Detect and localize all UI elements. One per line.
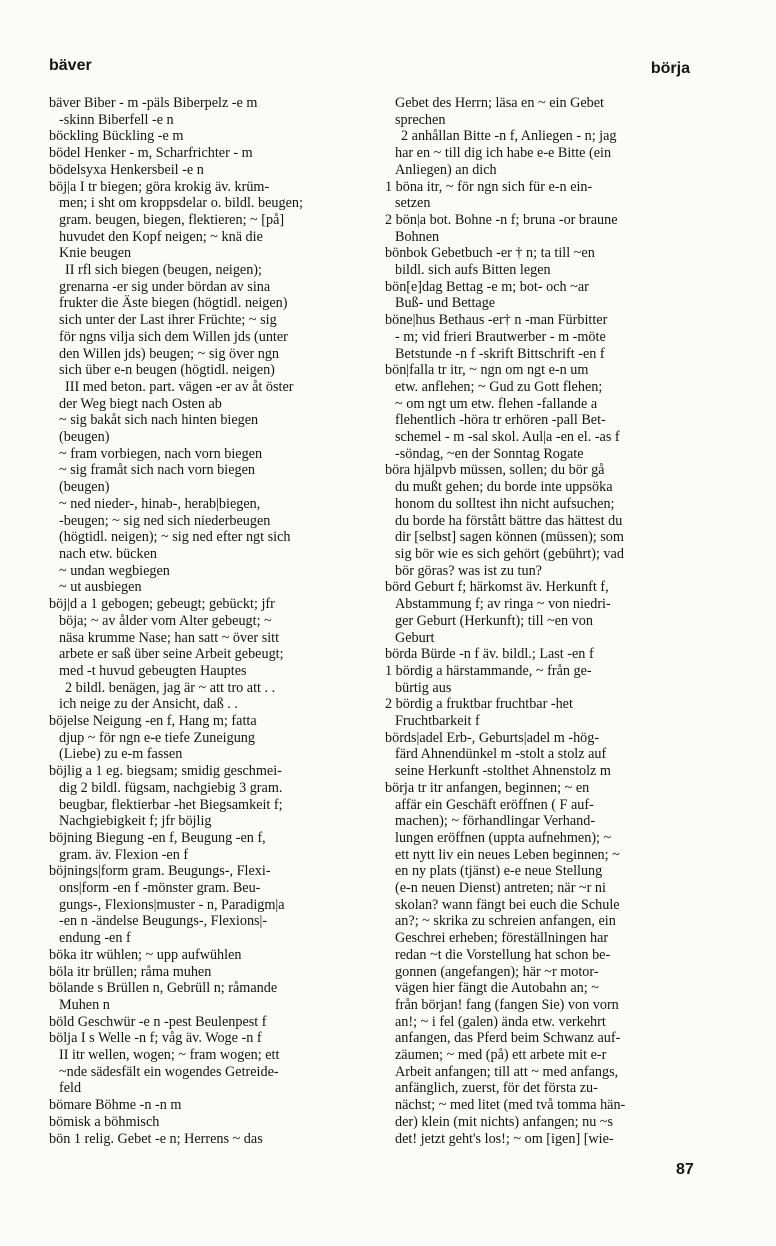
- dictionary-line: bönbok Gebetbuch -er † n; ta till ~en: [385, 245, 595, 262]
- dictionary-line: Betstunde -n f -skrift Bittschrift -en f: [395, 345, 605, 362]
- dictionary-line: ett nytt liv ein neues Leben beginnen; ~: [395, 846, 620, 863]
- dictionary-line: (högtidl. neigen); ~ sig ned efter ngt sich: [59, 529, 291, 546]
- dictionary-line: ~ ut ausbiegen: [59, 579, 142, 596]
- dictionary-line: dig 2 bildl. fügsam, nachgiebig 3 gram.: [59, 779, 283, 796]
- dictionary-line: böjnings|form gram. Beugungs-, Flexi-: [49, 863, 271, 880]
- running-head-right: börja: [650, 60, 690, 77]
- dictionary-line: med -t huvud gebeugten Hauptes: [59, 662, 247, 679]
- dictionary-line: gram. beugen, biegen, flektieren; ~ [på]: [59, 211, 285, 228]
- dictionary-line: bölande s Brüllen n, Gebrüll n; råmande: [49, 980, 278, 997]
- dictionary-line: börja tr itr anfangen, beginnen; ~ en: [385, 779, 590, 796]
- dictionary-line: från början! fang (fangen Sie) von vorn: [395, 996, 619, 1013]
- dictionary-line: etw. anflehen; ~ Gud zu Gott flehen;: [395, 378, 603, 395]
- dictionary-line: för ngns vilja sich dem Willen jds (unter: [59, 328, 288, 345]
- dictionary-line: böjning Biegung -en f, Beugung -en f,: [49, 829, 266, 846]
- dictionary-line: böj|a I tr biegen; göra krokig äv. krüm-: [49, 178, 270, 195]
- dictionary-line: Anliegen) an dich: [395, 161, 497, 178]
- dictionary-line: ~ sig bakåt sich nach hinten biegen: [59, 412, 259, 429]
- dictionary-line: zäumen; ~ med (på) ett arbete mit e-r: [395, 1047, 607, 1064]
- dictionary-line: honom du solltest ihn nicht aufsuchen;: [395, 495, 615, 512]
- dictionary-line: beugbar, flektierbar -het Biegsamkeit f;: [59, 796, 283, 813]
- dictionary-line: lungen eröffnen (uppta aufnehmen); ~: [395, 829, 612, 846]
- dictionary-line: affär ein Geschäft eröffnen ( F auf-: [395, 796, 594, 813]
- dictionary-line: flehentlich -höra tr erhören -pall Bet-: [395, 412, 606, 429]
- dictionary-line: machen); ~ förhandlingar Verhand-: [395, 813, 596, 830]
- dictionary-line: Buß- und Bettage: [395, 295, 496, 312]
- dictionary-line: börds|adel Erb-, Geburts|adel m -hög-: [385, 729, 600, 746]
- dictionary-line: böj|d a 1 gebogen; gebeugt; gebückt; jfr: [49, 596, 275, 613]
- dictionary-line: böjelse Neigung -en f, Hang m; fatta: [49, 713, 257, 730]
- dictionary-line: seine Herkunft -stolthet Ahnenstolz m: [395, 763, 611, 780]
- dictionary-line: sich über e-n beugen (högtidl. neigen): [59, 362, 275, 379]
- dictionary-line: böja; ~ av ålder vom Alter gebeugt; ~: [59, 612, 272, 629]
- dictionary-line: böla itr brüllen; råma muhen: [49, 963, 212, 980]
- dictionary-line: sprechen: [395, 111, 446, 128]
- dictionary-line: (e-n neuen Dienst) antreten; när ~r ni: [395, 880, 606, 897]
- dictionary-line: setzen: [395, 195, 431, 212]
- right-column: [385, 95, 701, 1147]
- dictionary-line: huvudet den Kopf neigen; ~ knä die: [59, 228, 263, 245]
- dictionary-line: grenarna -er sig under bördan av sina: [59, 278, 271, 295]
- dictionary-line: men; i sht om kroppsdelar o. bildl. beugen;: [59, 195, 303, 212]
- dictionary-line: färd Ahnendünkel m -stolt a stolz auf: [395, 746, 607, 763]
- dictionary-line: redan ~t die Vorstellung hat schon be-: [395, 946, 611, 963]
- dictionary-line: skolan? wann fängt bei euch die Schule: [395, 896, 620, 913]
- dictionary-line: den Willen jds) beugen; ~ sig över ngn: [59, 345, 280, 362]
- dictionary-line: (beugen): [59, 479, 110, 496]
- dictionary-line: arbete er saß über seine Arbeit gebeugt;: [59, 646, 284, 663]
- dictionary-line: nächst; ~ med litet (med två tomma hän-: [395, 1097, 626, 1114]
- dictionary-line: 2 bildl. benägen, jag är ~ att tro att . .: [65, 679, 276, 696]
- dictionary-line: bön[e]dag Bettag -e m; bot- och ~ar: [385, 278, 589, 295]
- dictionary-line: der Weg biegt nach Osten ab: [59, 395, 222, 412]
- dictionary-line: 2 bördig a fruktbar fruchtbar -het: [385, 696, 573, 713]
- dictionary-line: (Liebe) zu e-m fassen: [59, 746, 183, 763]
- dictionary-line: ~ om ngt um etw. flehen -fallande a: [395, 395, 598, 412]
- dictionary-line: ~nde sädesfält ein wogendes Getreide-: [59, 1063, 279, 1080]
- dictionary-line: Geburt: [395, 629, 435, 646]
- dictionary-line: an?; ~ skrika zu schreien anfangen, ein: [395, 913, 616, 930]
- dictionary-line: der) klein (mit nichts) anfangen; nu ~s: [395, 1113, 614, 1130]
- dictionary-line: har en ~ till dig ich habe e-e Bitte (ein: [395, 145, 612, 162]
- dictionary-line: bäver Biber - m -päls Biberpelz -e m: [49, 95, 258, 111]
- dictionary-line: feld: [59, 1080, 82, 1097]
- dictionary-line: 2 anhållan Bitte -n f, Anliegen - n; jag: [401, 128, 617, 145]
- left-column: [49, 95, 367, 1147]
- running-head-left: bäver: [49, 57, 92, 74]
- dictionary-line: gungs-, Flexions|muster - n, Paradigm|a: [59, 896, 285, 913]
- dictionary-line: anfangen, das Pferd beim Schwanz auf-: [395, 1030, 621, 1047]
- dictionary-line: det! jetzt geht's los!; ~ om [igen] [wie-: [395, 1130, 614, 1147]
- dictionary-line: böckling Bückling -e m: [49, 128, 184, 145]
- dictionary-line: en ny plats (tjänst) e-e neue Stellung: [395, 863, 603, 880]
- dictionary-line: gonnen (angefangen); här ~r motor-: [395, 963, 599, 980]
- dictionary-line: Nachgiebigkeit f; jfr böjlig: [59, 813, 212, 830]
- dictionary-line: dir [selbst] sagen können (müssen); som: [395, 529, 624, 546]
- dictionary-line: du mußt gehen; du borde inte uppsöka: [395, 479, 613, 496]
- dictionary-line: Geschrei erheben; föreställningen har: [395, 930, 609, 947]
- dictionary-line: börd Geburt f; härkomst äv. Herkunft f,: [385, 579, 609, 596]
- dictionary-line: bör göras? was ist zu tun?: [395, 562, 542, 579]
- dictionary-line: schemel - m -sal skol. Aul|a -en el. -as f: [395, 429, 620, 446]
- dictionary-line: II rfl sich biegen (beugen, neigen);: [65, 262, 262, 279]
- dictionary-line: 2 bön|a bot. Bohne -n f; bruna -or braune: [385, 211, 618, 228]
- dictionary-line: näsa krumme Nase; han satt ~ över sitt: [59, 629, 280, 646]
- dictionary-line: Arbeit anfangen; till att ~ med anfangs,: [395, 1063, 619, 1080]
- dictionary-line: an!; ~ i fel (galen) ända etw. verkehrt: [395, 1013, 606, 1030]
- dictionary-line: bömisk a böhmisch: [49, 1113, 160, 1130]
- dictionary-line: gram. äv. Flexion -en f: [59, 846, 189, 863]
- dictionary-line: Gebet des Herrn; läsa en ~ ein Gebet: [395, 95, 604, 111]
- dictionary-line: bildl. sich aufs Bitten legen: [395, 262, 551, 279]
- dictionary-line: vägen hier fängt die Autobahn an; ~: [395, 980, 599, 997]
- dictionary-line: böne|hus Bethaus -er† n -man Fürbitter: [385, 312, 608, 329]
- dictionary-line: ~ fram vorbiegen, nach vorn biegen: [59, 445, 263, 462]
- dictionary-line: böka itr wühlen; ~ upp aufwühlen: [49, 946, 242, 963]
- dictionary-line: sig bör wie es sich gehört (gebührt); vad: [395, 545, 624, 562]
- dictionary-line: bödelsyxa Henkersbeil -e n: [49, 161, 204, 178]
- dictionary-line: -en n -ändelse Beugungs-, Flexions|-: [59, 913, 268, 930]
- dictionary-line: djup ~ för ngn e-e tiefe Zuneigung: [59, 729, 255, 746]
- page-number: 87: [676, 1161, 694, 1178]
- dictionary-line: bön 1 relig. Gebet -e n; Herrens ~ das: [49, 1130, 263, 1147]
- dictionary-line: börda Bürde -n f äv. bildl.; Last -en f: [385, 646, 594, 663]
- dictionary-line: böld Geschwür -e n -pest Beulenpest f: [49, 1013, 267, 1030]
- dictionary-line: bödel Henker - m, Scharfrichter - m: [49, 145, 253, 162]
- dictionary-line: ~ undan wegbiegen: [59, 562, 170, 579]
- dictionary-line: Abstammung f; av ringa ~ von niedri-: [395, 596, 611, 613]
- dictionary-line: böjlig a 1 eg. biegsam; smidig geschmei-: [49, 763, 282, 780]
- dictionary-line: Knie beugen: [59, 245, 132, 262]
- dictionary-line: 1 bördig a härstammande, ~ från ge-: [385, 662, 592, 679]
- dictionary-line: bön|falla tr itr, ~ ngn om ngt e-n um: [385, 362, 589, 379]
- dictionary-line: III med beton. part. vägen -er av åt öster: [65, 378, 294, 395]
- dictionary-line: bömare Böhme -n -n m: [49, 1097, 182, 1114]
- dictionary-line: Muhen n: [59, 996, 110, 1013]
- dictionary-line: ~ ned nieder-, hinab-, herab|biegen,: [59, 495, 261, 512]
- dictionary-line: frukter die Äste biegen (högtidl. neigen): [59, 295, 288, 312]
- dictionary-line: bürtig aus: [395, 679, 452, 696]
- dictionary-line: - m; vid frieri Brautwerber - m -möte: [395, 328, 606, 345]
- dictionary-line: -skinn Biberfell -e n: [59, 111, 174, 128]
- dictionary-line: sich unter der Last ihrer Früchte; ~ sig: [59, 312, 277, 329]
- dictionary-line: ~ sig framåt sich nach vorn biegen: [59, 462, 255, 479]
- dictionary-line: Bohnen: [395, 228, 440, 245]
- dictionary-line: du borde ha förstått bättre das hättest du: [395, 512, 623, 529]
- dictionary-line: 1 böna itr, ~ för ngn sich für e-n ein-: [385, 178, 593, 195]
- dictionary-line: ich neige zu der Ansicht, daß . .: [59, 696, 238, 713]
- dictionary-line: böra hjälpvb müssen, sollen; du bör gå: [385, 462, 605, 479]
- dictionary-line: ger Geburt (Herkunft); till ~en von: [395, 612, 593, 629]
- dictionary-line: -söndag, ~en der Sonntag Rogate: [395, 445, 584, 462]
- dictionary-line: anfänglich, zuerst, för det första zu-: [395, 1080, 598, 1097]
- dictionary-line: bölja I s Welle -n f; våg äv. Woge -n f: [49, 1030, 262, 1047]
- dictionary-line: endung -en f: [59, 930, 131, 947]
- dictionary-line: II itr wellen, wogen; ~ fram wogen; ett: [59, 1047, 280, 1064]
- dictionary-line: nach etw. bücken: [59, 545, 157, 562]
- dictionary-line: Fruchtbarkeit f: [395, 713, 480, 730]
- dictionary-line: -beugen; ~ sig ned sich niederbeugen: [59, 512, 271, 529]
- dictionary-line: (beugen): [59, 429, 110, 446]
- dictionary-line: ons|form -en f -mönster gram. Beu-: [59, 880, 261, 897]
